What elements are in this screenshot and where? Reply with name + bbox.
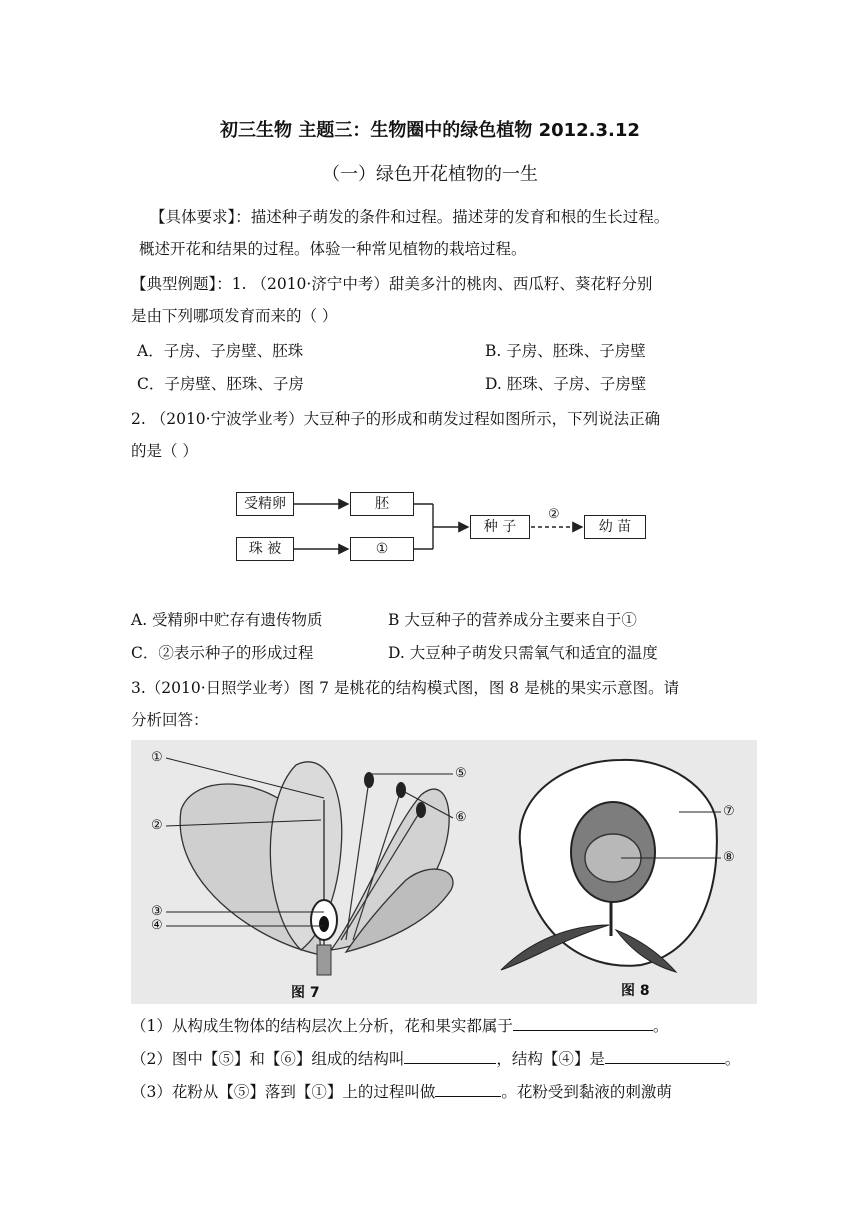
requirements-line-2: 概述开花和结果的过程。体验一种常见植物的栽培过程。 — [139, 240, 527, 258]
answer-blank-2[interactable] — [404, 1049, 496, 1064]
q1-stem-line-1: 【典型例题】：1. （2010·济宁中考）甜美多汁的桃肉、西瓜籽、葵花籽分别 — [131, 275, 653, 293]
answer-blank-1[interactable] — [513, 1016, 653, 1031]
q1-option-c: C．子房壁、胚珠、子房 — [137, 375, 304, 393]
q3-sub-1 — [131, 1014, 668, 1036]
q2-stem-line-2: 的是（ ） — [131, 442, 198, 460]
fertilized-egg-box: 受精卵 — [236, 492, 294, 516]
q3-stem-line-1: 3.（2010·日照学业考）图 7 是桃花的结构模式图，图 8 是桃的果实示意图。请 — [131, 679, 680, 697]
label-3: ③ — [151, 904, 163, 919]
q1-option-a: A．子房、子房壁、胚珠 — [137, 342, 304, 360]
section-subtitle: （一）绿色开花植物的一生 — [322, 164, 538, 185]
step-2-label: ② — [548, 507, 560, 522]
figure-7-caption: 图 7 — [291, 985, 320, 1001]
blank-1-box: ① — [350, 537, 414, 561]
label-7: ⑦ — [723, 804, 735, 819]
q2-option-d: D. 大豆种子萌发只需氧气和适宜的温度 — [388, 644, 658, 662]
peach-illustration — [501, 760, 721, 972]
q3-sub-2 — [131, 1047, 740, 1069]
label-1: ① — [151, 750, 163, 765]
flower-fruit-figure — [131, 740, 757, 1004]
q1-option-b: B. 子房、胚珠、子房壁 — [485, 342, 646, 360]
figure-drawing — [131, 740, 757, 1004]
q3-sub-1-text: （1）从构成生物体的结构层次上分析，花和果实都属于 — [131, 1017, 513, 1035]
page-title: 初三生物 主题三：生物圈中的绿色植物 2012.3.12 — [220, 120, 640, 141]
q3-sub-3-text-a: （3）花粉从【⑤】落到【①】上的过程叫做 — [131, 1083, 436, 1101]
label-2: ② — [151, 818, 163, 833]
q1-stem-line-2: 是由下列哪项发育而来的（ ） — [131, 307, 338, 325]
q3-stem-line-2: 分析回答： — [131, 711, 209, 729]
q2-option-b: B 大豆种子的营养成分主要来自于① — [388, 611, 637, 629]
flower-illustration — [166, 758, 453, 975]
q3-sub-1-end: 。 — [652, 1017, 669, 1035]
label-5: ⑤ — [455, 766, 467, 781]
q3-sub-3 — [131, 1080, 672, 1102]
integument-box: 珠 被 — [236, 537, 294, 561]
requirements-line-1: 【具体要求】：描述种子萌发的条件和过程。描述芽的发育和根的生长过程。 — [150, 208, 670, 226]
q2-option-a: A. 受精卵中贮存有遗传物质 — [131, 611, 323, 629]
label-8: ⑧ — [723, 850, 735, 865]
q3-sub-2-text-a: （2）图中【⑤】和【⑥】组成的结构叫 — [131, 1050, 405, 1068]
seedling-box: 幼 苗 — [584, 515, 646, 539]
q3-sub-2-end: 。 — [724, 1050, 741, 1068]
seed-box: 种 子 — [470, 515, 530, 539]
figure-8-caption: 图 8 — [621, 983, 650, 999]
label-4: ④ — [151, 918, 163, 933]
q1-option-d: D. 胚珠、子房、子房壁 — [485, 375, 647, 393]
answer-blank-4[interactable] — [435, 1082, 501, 1097]
answer-blank-3[interactable] — [605, 1049, 725, 1064]
q3-sub-2-text-b: ，结构【④】是 — [496, 1050, 605, 1068]
seed-flow-diagram — [236, 487, 666, 567]
q3-sub-3-text-b: 。花粉受到黏液的刺激萌 — [501, 1083, 672, 1101]
embryo-box: 胚 — [350, 492, 414, 516]
label-6: ⑥ — [455, 810, 467, 825]
q2-option-c: C．②表示种子的形成过程 — [131, 644, 314, 662]
q2-stem-line-1: 2. （2010·宁波学业考）大豆种子的形成和萌发过程如图所示，下列说法正确 — [131, 410, 661, 428]
